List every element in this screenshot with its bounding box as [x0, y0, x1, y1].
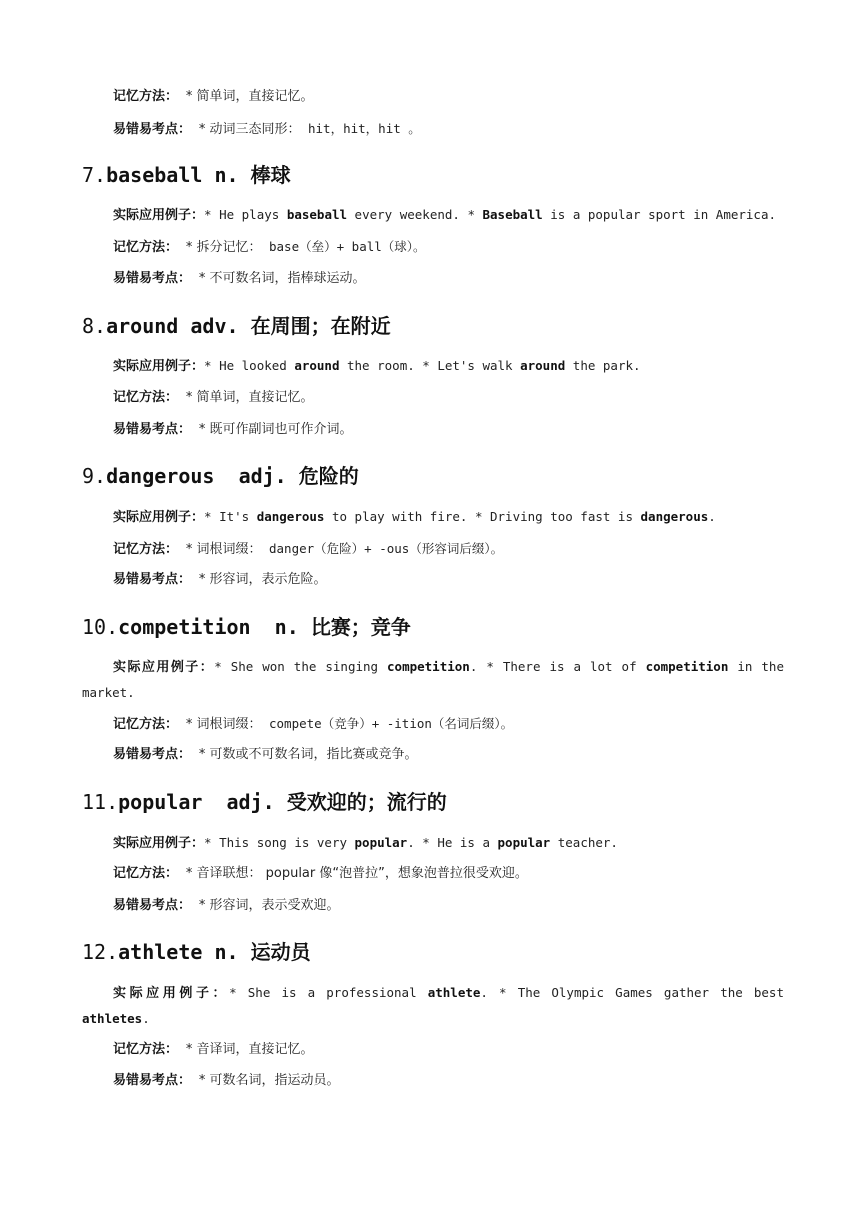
memory-line [113, 385, 784, 410]
entry-number: 9. [82, 464, 107, 488]
memory-line [113, 1037, 784, 1062]
pitfall-text: * 形容词，表示危险。 [198, 572, 327, 587]
entry-pos: n. [214, 940, 239, 964]
entry-heading [82, 787, 800, 817]
pitfall-text: * 不可数名词，指棒球运动。 [198, 271, 366, 286]
entry-heading [82, 612, 800, 642]
pitfall-label: 易错易考点： [113, 271, 192, 286]
entry-heading [82, 461, 800, 491]
pitfall-line [113, 567, 784, 592]
pitfall-label: 易错易考点： [113, 422, 192, 437]
memory-detail: compete（竞争）+ -ition（名词后缀）。 [261, 716, 514, 731]
entry-word: popular [118, 790, 203, 814]
entry-heading [82, 160, 800, 190]
entry-word: around [106, 314, 179, 338]
memory-label: 记忆方法： [113, 390, 179, 405]
memory-detail: danger（危险）+ -ous（形容词后缀）。 [261, 541, 504, 556]
pitfall-text: * 动词三态同形： [198, 122, 301, 137]
memory-label: 记忆方法： [113, 1042, 179, 1057]
memory-label: 记忆方法： [113, 542, 179, 557]
entry-number: 10. [82, 615, 119, 639]
entry-word: athlete [118, 940, 203, 964]
memory-line [113, 536, 784, 562]
pitfall-line [113, 1068, 784, 1093]
entry-number: 11. [82, 790, 119, 814]
example-line [82, 980, 784, 1032]
example-label: 实际应用例子： [113, 359, 205, 374]
example-label: 实际应用例子： [113, 986, 230, 1001]
example-text: * He looked around the room. * Let's walk around the park. [204, 358, 641, 373]
pitfall-line [113, 742, 784, 767]
example-line [113, 830, 784, 856]
example-line [113, 353, 784, 379]
memory-label: 记忆方法： [113, 866, 179, 881]
example-line [82, 654, 784, 706]
entry-meaning: 在周围；在附近 [250, 314, 391, 338]
entry-meaning: 运动员 [250, 940, 311, 964]
pitfall-line [113, 266, 784, 291]
pitfall-label: 易错易考点： [113, 898, 192, 913]
pitfall-label: 易错易考点： [113, 122, 192, 137]
pitfall-text: * 形容词，表示受欢迎。 [198, 898, 340, 913]
pitfall-text: * 可数或不可数名词，指比赛或竞争。 [198, 747, 418, 762]
example-label: 实际应用例子： [113, 510, 205, 525]
pitfall-line [113, 116, 784, 142]
entry-meaning: 棒球 [250, 163, 291, 187]
memory-text: * 拆分记忆： [185, 240, 262, 255]
entry-meaning: 比赛；竞争 [310, 615, 411, 639]
example-label: 实际应用例子： [113, 660, 215, 675]
pitfall-label: 易错易考点： [113, 747, 192, 762]
example-label: 实际应用例子： [113, 208, 205, 223]
memory-line [113, 234, 784, 260]
pitfall-text: * 可数名词，指运动员。 [198, 1073, 340, 1088]
example-text: * It's dangerous to play with fire. * Driving too fast is dangerous. [204, 509, 716, 524]
memory-line [113, 84, 784, 109]
memory-label: 记忆方法： [113, 717, 179, 732]
pitfall-line [113, 417, 784, 442]
entry-number: 7. [82, 163, 107, 187]
entry-heading [82, 937, 800, 967]
example-line [113, 504, 784, 530]
entry-pos: adj. [238, 464, 287, 488]
memory-detail: popular 像“泡普拉”，想象泡普拉很受欢迎。 [261, 866, 528, 881]
pitfall-label: 易错易考点： [113, 572, 192, 587]
entry-word: dangerous [106, 464, 215, 488]
example-label: 实际应用例子： [113, 836, 205, 851]
memory-text: * 词根词缀： [185, 717, 262, 732]
memory-text: * 音译联想： [185, 866, 262, 881]
entry-pos: n. [214, 163, 239, 187]
entry-word: baseball [106, 163, 203, 187]
pitfall-text: * 既可作副词也可作介词。 [198, 422, 353, 437]
entry-number: 8. [82, 314, 107, 338]
entry-number: 12. [82, 940, 119, 964]
memory-text: * 音译词，直接记忆。 [185, 1042, 314, 1057]
entry-pos: n. [274, 615, 299, 639]
memory-line [113, 711, 784, 737]
memory-text: * 简单词，直接记忆。 [185, 89, 314, 104]
memory-text: * 词根词缀： [185, 542, 262, 557]
entry-word: competition [118, 615, 251, 639]
memory-text: * 简单词，直接记忆。 [185, 390, 314, 405]
pitfall-forms: hit，hit，hit 。 [300, 121, 421, 136]
entry-heading [82, 311, 800, 341]
example-text: * She won the singing competition. * There is a lot of competition in the market. [82, 659, 784, 700]
example-line [113, 202, 784, 228]
example-text: * This song is very popular. * He is a popular teacher. [204, 835, 618, 850]
pitfall-label: 易错易考点： [113, 1073, 192, 1088]
entry-pos: adj. [226, 790, 275, 814]
example-text: * He plays baseball every weekend. * Baseball is a popular sport in America. [204, 207, 777, 222]
pitfall-line [113, 893, 784, 918]
entry-meaning: 受欢迎的；流行的 [286, 790, 447, 814]
memory-label: 记忆方法： [113, 89, 179, 104]
example-text: * She is a professional athlete. * The Olympic Games gather the best athletes. [82, 985, 784, 1026]
entry-pos: adv. [190, 314, 239, 338]
memory-detail: base（垒）+ ball（球）。 [261, 239, 426, 254]
memory-label: 记忆方法： [113, 240, 179, 255]
memory-line [113, 861, 784, 886]
entry-meaning: 危险的 [298, 464, 359, 488]
